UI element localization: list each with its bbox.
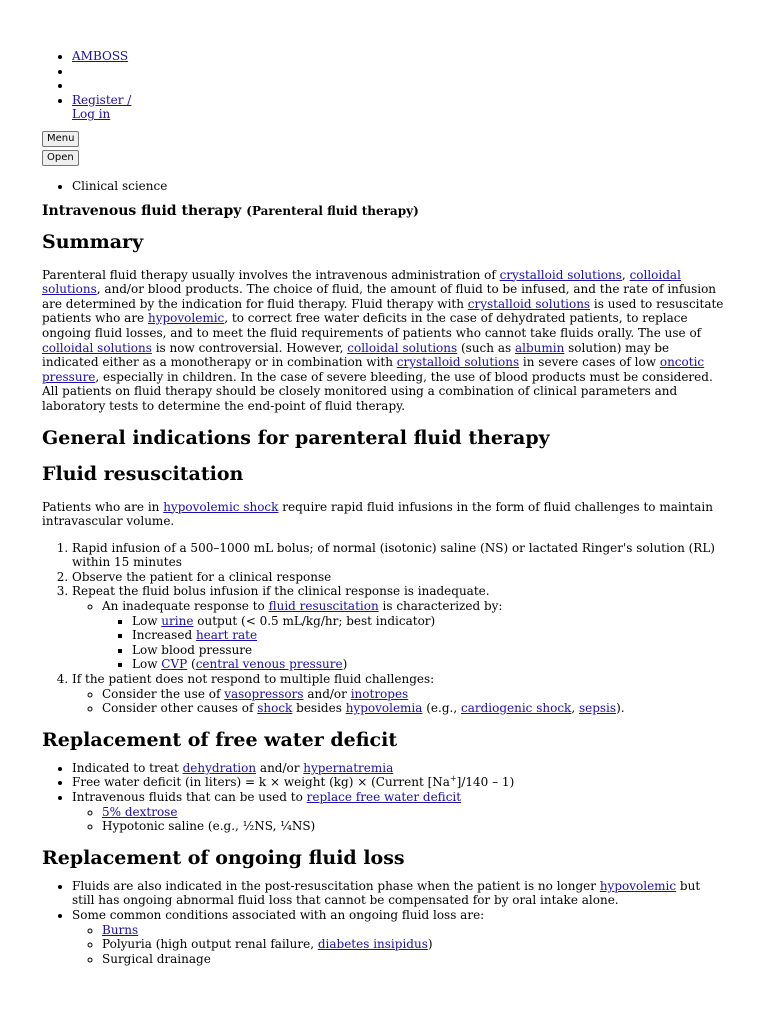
sub-item-text: ). <box>616 701 625 716</box>
summary-text: , <box>621 267 630 282</box>
summary-heading: Summary <box>42 230 144 253</box>
sub-item-text: Consider other causes of <box>102 701 258 716</box>
hypernatremia-link[interactable]: hypernatremia <box>303 760 394 775</box>
criteria-text: output (< 0.5 mL/kg/hr; best indicator) <box>193 613 436 628</box>
criteria-text: Increased <box>132 628 196 643</box>
breadcrumb-item: • Clinical science <box>72 179 726 194</box>
free-water-deficit-heading: Replacement of free water deficit <box>42 728 398 751</box>
list-text: Indicated to treat <box>72 760 183 775</box>
register-link[interactable]: Register / <box>72 92 132 107</box>
criteria-item <box>132 628 726 643</box>
breadcrumb <box>42 179 726 194</box>
hypovolemia-link[interactable]: hypovolemia <box>345 701 423 716</box>
sub-list-item <box>102 701 726 716</box>
summary-text: , and/or blood products. The choice of fluid, the amount of fluid to be infused, and the rate of infusion are determined by the indication for fluid therapy. Fluid therapy with <box>42 282 717 311</box>
urine-link[interactable]: urine <box>161 613 194 628</box>
criteria-item <box>132 614 726 629</box>
summary-paragraph <box>42 268 726 414</box>
criteria-text: ( <box>187 657 196 672</box>
cvp-link[interactable]: CVP <box>161 657 188 672</box>
summary-text: is now controversial. However, <box>151 340 348 355</box>
step-item: 2. Observe the patient for a clinical response <box>72 570 726 585</box>
sub-list-item <box>102 923 726 938</box>
button-group <box>42 131 726 166</box>
list-item <box>72 879 726 908</box>
summary-text: Parenteral fluid therapy usually involves the intravenous administration of <box>42 267 500 282</box>
amboss-link[interactable]: AMBOSS <box>72 49 129 63</box>
login-link[interactable]: Log in <box>72 107 111 122</box>
dehydration-link[interactable]: dehydration <box>182 760 257 775</box>
top-nav <box>42 49 726 122</box>
hypovolemic-shock-link[interactable]: hypovolemic shock <box>163 499 279 514</box>
sub-list <box>72 805 726 834</box>
sub-item-text: and/or <box>303 686 351 701</box>
fluid-resuscitation-heading: Fluid resuscitation <box>42 462 244 485</box>
nav-item-register <box>72 93 726 122</box>
sub-list-item: ◦ Surgical drainage <box>102 952 726 967</box>
list-text: Intravenous fluids that can be used to <box>72 790 307 804</box>
ongoing-loss-list <box>42 879 726 967</box>
sub-item-text: ) <box>427 937 433 952</box>
general-indications-heading: General indications for parenteral fluid therapy <box>42 426 550 449</box>
page-title-main: Intravenous fluid therapy <box>42 202 242 219</box>
sub-item-text: (e.g., <box>422 701 461 716</box>
criteria-text: Low <box>132 613 162 628</box>
list-text: but still has ongoing abnormal fluid loss that cannot be compensated for by oral intake alone. <box>72 878 701 908</box>
criteria-item: ▪ Low blood pressure <box>132 643 726 658</box>
crystalloid-solutions-link[interactable]: crystalloid solutions <box>396 355 520 370</box>
criteria-item <box>132 657 726 672</box>
sub-item-text: besides <box>292 701 346 716</box>
nav-item-empty-2 <box>72 78 726 93</box>
colloidal-solutions-link[interactable]: colloidal solutions <box>42 267 681 297</box>
formula-text: Free water deficit (in liters) = k × weight (kg) × (Current [Na <box>72 775 450 790</box>
colloidal-solutions-link[interactable]: colloidal solutions <box>347 340 458 355</box>
step-item <box>72 584 726 672</box>
albumin-link[interactable]: albumin <box>514 340 565 355</box>
sub-item-text: Polyuria (high output renal failure, <box>102 937 318 952</box>
resuscitation-text: Patients who are in <box>42 499 164 514</box>
sub-list-item <box>102 687 726 702</box>
step-text: If the patient does not respond to multiple fluid challenges: <box>72 672 435 687</box>
diabetes-insipidus-link[interactable]: diabetes insipidus <box>317 937 428 952</box>
nav-item-amboss <box>72 49 726 64</box>
criteria-list <box>102 614 726 672</box>
formula-text: ]/140 – 1) <box>456 775 515 790</box>
sub-item-text: An inadequate response to <box>102 599 269 614</box>
sub-item-text: Consider the use of <box>102 686 225 701</box>
crystalloid-solutions-link[interactable]: crystalloid solutions <box>499 267 622 282</box>
superscript-plus: + <box>449 774 457 784</box>
hypovolemic-link[interactable]: hypovolemic <box>147 311 225 326</box>
oncotic-pressure-link[interactable]: oncotic pressure <box>42 355 705 384</box>
replace-free-water-deficit-link[interactable]: replace free water deficit <box>306 790 462 804</box>
central-venous-pressure-link[interactable]: central venous pressure <box>195 657 343 672</box>
cardiogenic-shock-link[interactable]: cardiogenic shock <box>460 701 572 716</box>
burns-link[interactable]: Burns <box>102 922 139 937</box>
list-text: and/or <box>256 760 304 775</box>
resuscitation-paragraph <box>42 500 726 529</box>
summary-text: is used to resuscitate patients who are <box>42 296 724 326</box>
summary-text: in severe cases of low <box>519 355 660 370</box>
five-percent-dextrose-link[interactable]: 5% dextrose <box>102 804 178 819</box>
heart-rate-link[interactable]: heart rate <box>195 628 258 643</box>
list-item <box>72 761 726 776</box>
nav-item-empty-1 <box>72 64 726 79</box>
inotropes-link[interactable]: inotropes <box>350 686 409 701</box>
sub-list-item <box>102 805 726 820</box>
vasopressors-link[interactable]: vasopressors <box>224 686 304 701</box>
criteria-text: ) <box>342 657 348 672</box>
list-text: Some common conditions associated with an ongoing fluid loss are: <box>72 907 485 922</box>
step-text: Repeat the fluid bolus infusion if the clinical response is inadequate. <box>72 584 490 599</box>
summary-text: , to correct free water deficits in the case of dehydrated patients, to replace ongoing fluid losses, and to meet the fluid requirements of patients who cannot take fluids orally. The use of <box>42 311 702 340</box>
sub-list-item: ◦ Hypotonic saline (e.g., ½NS, ¼NS) <box>102 819 726 834</box>
step-item <box>72 672 726 716</box>
hypovolemic-link[interactable]: hypovolemic <box>599 878 677 893</box>
resuscitation-steps <box>42 541 726 716</box>
summary-text: (such as <box>457 340 515 355</box>
sub-list-item <box>102 937 726 952</box>
free-water-list <box>42 761 726 834</box>
list-item <box>72 790 726 834</box>
summary-text: , especially in children. In the case of severe bleeding, the use of blood products must be considered. All patients on fluid therapy should be closely monitored using a combination of clinical parameters and laboratory tests to determine the end-point of fluid therapy. <box>42 369 713 413</box>
list-item <box>72 775 726 790</box>
sub-item-text: is characterized by: <box>378 599 503 614</box>
sub-list <box>72 599 726 672</box>
criteria-text: Low <box>132 657 162 672</box>
resuscitation-text: require rapid fluid infusions in the form of fluid challenges to maintain intravascular volume. <box>42 499 713 529</box>
page-title-sub: (Parenteral fluid therapy) <box>246 203 419 218</box>
sub-list-item <box>102 599 726 672</box>
menu-button[interactable]: Menu <box>42 131 79 147</box>
summary-text: solution) may be indicated either as a monotherapy or in combination with <box>42 340 670 370</box>
list-text: Fluids are also indicated in the post-resuscitation phase when the patient is no longer <box>72 878 600 893</box>
list-item <box>72 908 726 966</box>
fluid-resuscitation-link[interactable]: fluid resuscitation <box>268 599 379 614</box>
ongoing-fluid-loss-heading: Replacement of ongoing fluid loss <box>42 846 405 869</box>
open-button[interactable]: Open <box>42 150 79 166</box>
crystalloid-solutions-link[interactable]: crystalloid solutions <box>467 296 591 311</box>
page-title <box>42 202 726 220</box>
sub-item-text: , <box>571 701 579 716</box>
sub-list <box>72 923 726 967</box>
colloidal-solutions-link[interactable]: colloidal solutions <box>42 340 152 355</box>
step-item: 1. Rapid infusion of a 500–1000 mL bolus; of normal (isotonic) saline (NS) or lactated Ringer's solution (RL) within 15 minutes <box>72 541 726 570</box>
sub-list <box>72 687 726 716</box>
sepsis-link[interactable]: sepsis <box>578 701 617 716</box>
shock-link[interactable]: shock <box>257 701 293 716</box>
